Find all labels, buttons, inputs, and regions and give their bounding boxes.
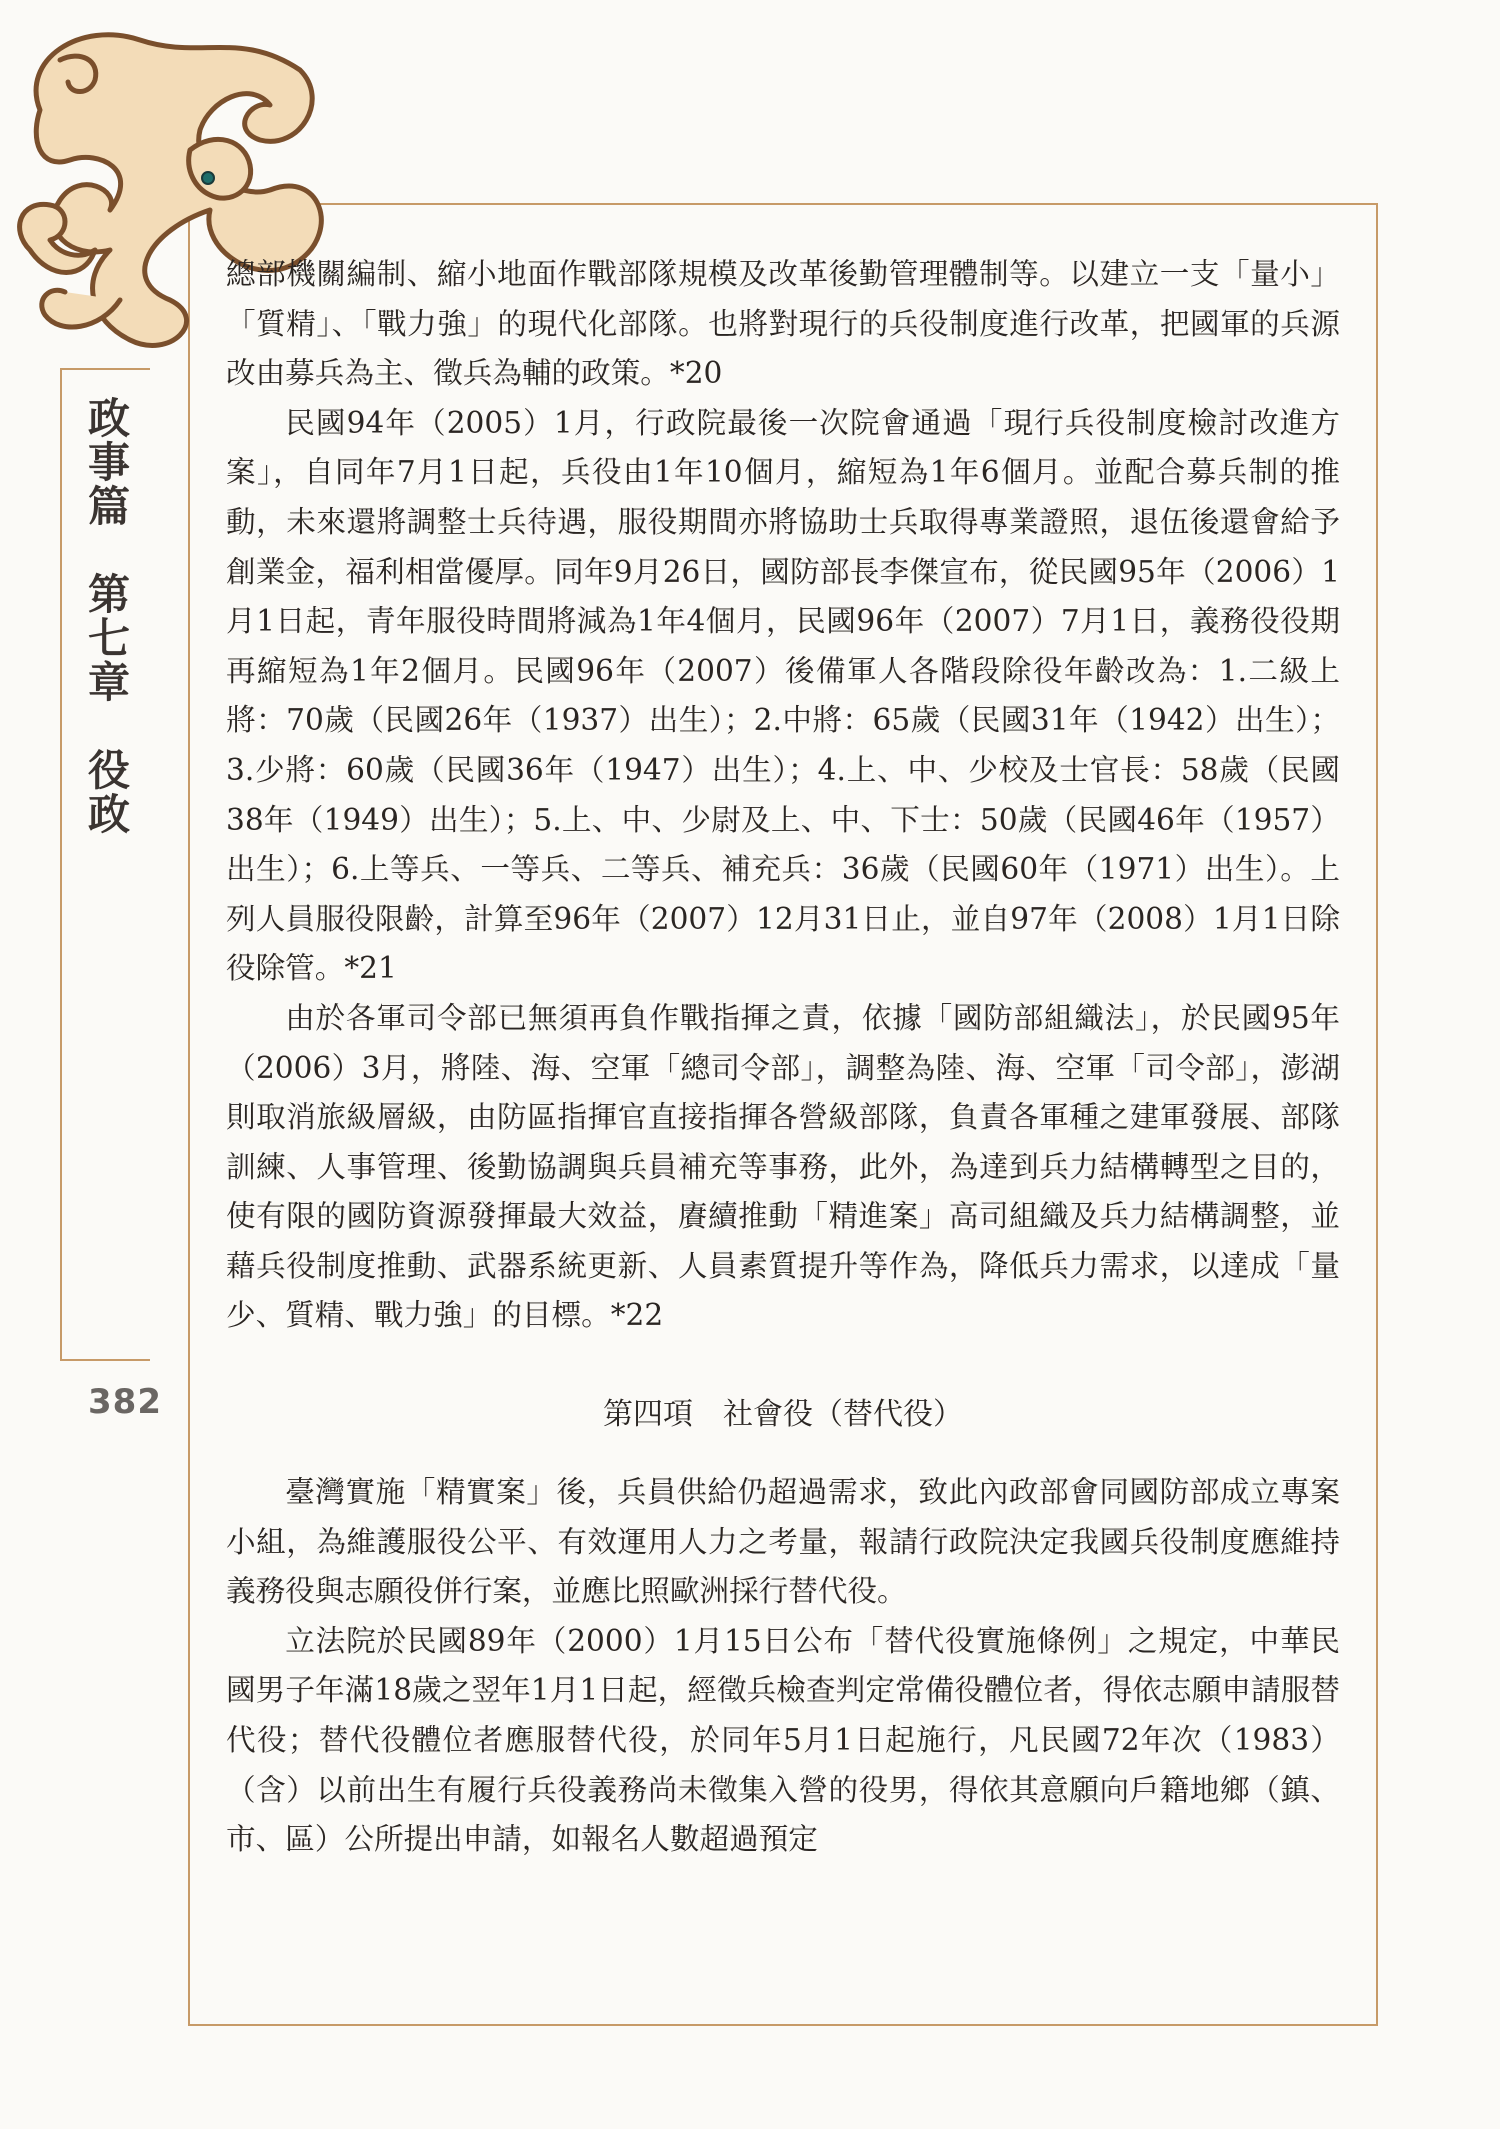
section-paragraph-2: 立法院於民國89年（2000）1月15日公布「替代役實施條例」之規定，中華民國男子年滿18歲之翌年1月1日起，經徵兵檢查判定常備役體位者，得依志願申請服替代役；替代役體位者應服替代役，於同年5月1日起施行，凡民國72年次（1983）（含）以前出生有履行兵役義務尚未徵集入營的役男，得依其意願向戶籍地鄉（鎮、市、區）公所提出申請，如報名人數超過預定	[226, 1623, 1340, 1857]
body-text	[226, 250, 1340, 1865]
chapter-title: 政事篇 第七章 役政	[82, 396, 131, 836]
paragraph-1: 總部機關編制、縮小地面作戰部隊規模及改革後勤管理體制等。以建立一支「量小」「質精」、「戰力強」的現代化部隊。也將對現行的兵役制度進行改革，把國軍的兵源改由募兵為主、徵兵為輔的政策。*20	[226, 257, 1340, 391]
page-number: 382	[88, 1382, 162, 1422]
paragraph-2: 民國94年（2005）1月，行政院最後一次院會通過「現行兵役制度檢討改進方案」，自同年7月1日起，兵役由1年10個月，縮短為1年6個月。並配合募兵制的推動，未來還將調整士兵待遇，服役期間亦將協助士兵取得專業證照，退伍後還會給予創業金，福利相當優厚。同年9月26日，國防部長李傑宣布，從民國95年（2006）1月1日起，青年服役時間將減為1年4個月，民國96年（2007）7月1日，義務役役期再縮短為1年2個月。民國96年（2007）後備軍人各階段除役年齡改為：1.二級上將：70歲（民國26年（1937）出生）；2.中將：65歲（民國31年（1942）出生）；3.少將：60歲（民國36年（1947）出生）；4.上、中、少校及士官長：58歲（民國38年（1949）出生）；5.上、中、少尉及上、中、下士：50歲（民國46年（1957）出生）；6.上等兵、一等兵、二等兵、補充兵：36歲（民國60年（1971）出生）。上列人員服役限齡，計算至96年（2007）12月31日止，並自97年（2008）1月1日除役除管。*21	[226, 405, 1340, 986]
section-heading: 第四項 社會役（替代役）	[603, 1397, 963, 1433]
paragraph-3: 由於各軍司令部已無須再負作戰指揮之責，依據「國防部組織法」，於民國95年（2006）3月，將陸、海、空軍「總司令部」，調整為陸、海、空軍「司令部」，澎湖則取消旅級層級，由防區指揮官直接指揮各營級部隊，負責各軍種之建軍發展、部隊訓練、人事管理、後勤協調與兵員補充等事務，此外，為達到兵力結構轉型之目的，使有限的國防資源發揮最大效益，賡續推動「精進案」高司組織及兵力結構調整，並藉兵役制度推動、武器系統更新、人員素質提升等作為，降低兵力需求，以達成「量少、質精、戰力強」的目標。*22	[226, 1000, 1340, 1333]
section-paragraph-1: 臺灣實施「精實案」後，兵員供給仍超過需求，致此內政部會同國防部成立專案小組，為維護服役公平、有效運用人力之考量，報請行政院決定我國兵役制度應維持義務役與志願役併行案，並應比照歐洲採行替代役。	[226, 1475, 1340, 1609]
chapter-side-label	[60, 368, 150, 1361]
